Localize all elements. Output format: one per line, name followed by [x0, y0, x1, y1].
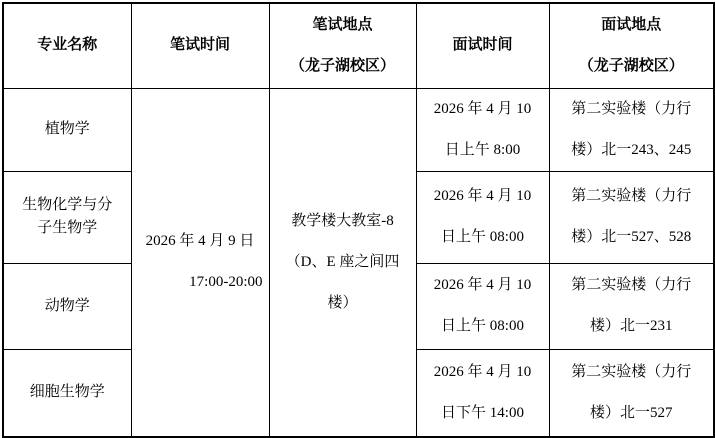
interview-location-cell — [549, 171, 714, 263]
interview-time-hour: 日上午 08:00 — [441, 229, 524, 245]
interview-time-cell — [416, 349, 549, 437]
written-time-hours: 17:00-20:00 — [189, 274, 263, 291]
interview-time-hour: 日下午 14:00 — [441, 404, 524, 421]
header-written-location-campus: （龙子湖校区） — [289, 57, 395, 74]
interview-location-line: 第二实验楼（力行 — [571, 277, 692, 293]
table-row — [3, 88, 714, 171]
header-interview-time-label: 面试时间 — [452, 37, 513, 54]
interview-time-cell — [416, 171, 549, 263]
interview-location-cell — [549, 349, 714, 437]
written-time-cell — [131, 88, 269, 437]
written-time-date: 2026 年 4 月 9 日 — [145, 233, 255, 250]
header-cell-written-time — [131, 3, 269, 88]
header-cell-written-location — [269, 3, 416, 88]
interview-time-hour: 日上午 08:00 — [441, 318, 524, 334]
major-name: 植物学 — [44, 121, 90, 137]
major-cell — [3, 263, 131, 349]
major-cell — [3, 349, 131, 437]
written-location-cell — [269, 88, 416, 437]
header-interview-location-campus: （龙子湖校区） — [578, 57, 684, 74]
interview-location-line: 楼）北一231 — [589, 318, 673, 334]
major-name: 细胞生物学 — [29, 384, 105, 401]
header-row — [3, 3, 714, 88]
interview-location-cell — [549, 263, 714, 349]
interview-time-date: 2026 年 4 月 10 — [433, 277, 532, 293]
interview-time-cell — [416, 88, 549, 171]
major-name: 子生物学 — [37, 220, 98, 236]
written-location-line: （D、E 座之间四 — [285, 253, 400, 270]
header-written-location-line: 笔试地点 — [312, 16, 373, 33]
interview-location-line: 楼）北一527 — [589, 404, 673, 421]
header-cell-interview-time — [416, 3, 549, 88]
header-cell-major — [3, 3, 131, 88]
header-interview-location-line: 面试地点 — [601, 16, 662, 33]
major-cell — [3, 171, 131, 263]
written-location-line: 教学楼大教室-8 — [291, 212, 394, 229]
major-cell — [3, 88, 131, 171]
header-major-label: 专业名称 — [37, 37, 98, 54]
interview-time-date: 2026 年 4 月 10 — [433, 188, 532, 204]
interview-time-date: 2026 年 4 月 10 — [433, 100, 532, 117]
exam-schedule-table — [2, 2, 715, 438]
interview-time-date: 2026 年 4 月 10 — [433, 363, 532, 380]
interview-time-hour: 日上午 8:00 — [444, 141, 521, 158]
header-written-time-label: 笔试时间 — [169, 37, 230, 54]
interview-location-line: 第二实验楼（力行 — [571, 363, 692, 380]
major-name: 动物学 — [44, 297, 90, 314]
interview-location-line: 第二实验楼（力行 — [571, 188, 692, 204]
header-cell-interview-location — [549, 3, 714, 88]
written-location-line: 楼） — [327, 294, 358, 311]
major-name: 生物化学与分 — [22, 197, 113, 213]
interview-location-line: 楼）北一527、528 — [571, 229, 692, 245]
interview-location-cell — [549, 88, 714, 171]
interview-location-line: 第二实验楼（力行 — [571, 100, 692, 117]
interview-location-line: 楼）北一243、245 — [571, 141, 692, 158]
interview-time-cell — [416, 263, 549, 349]
